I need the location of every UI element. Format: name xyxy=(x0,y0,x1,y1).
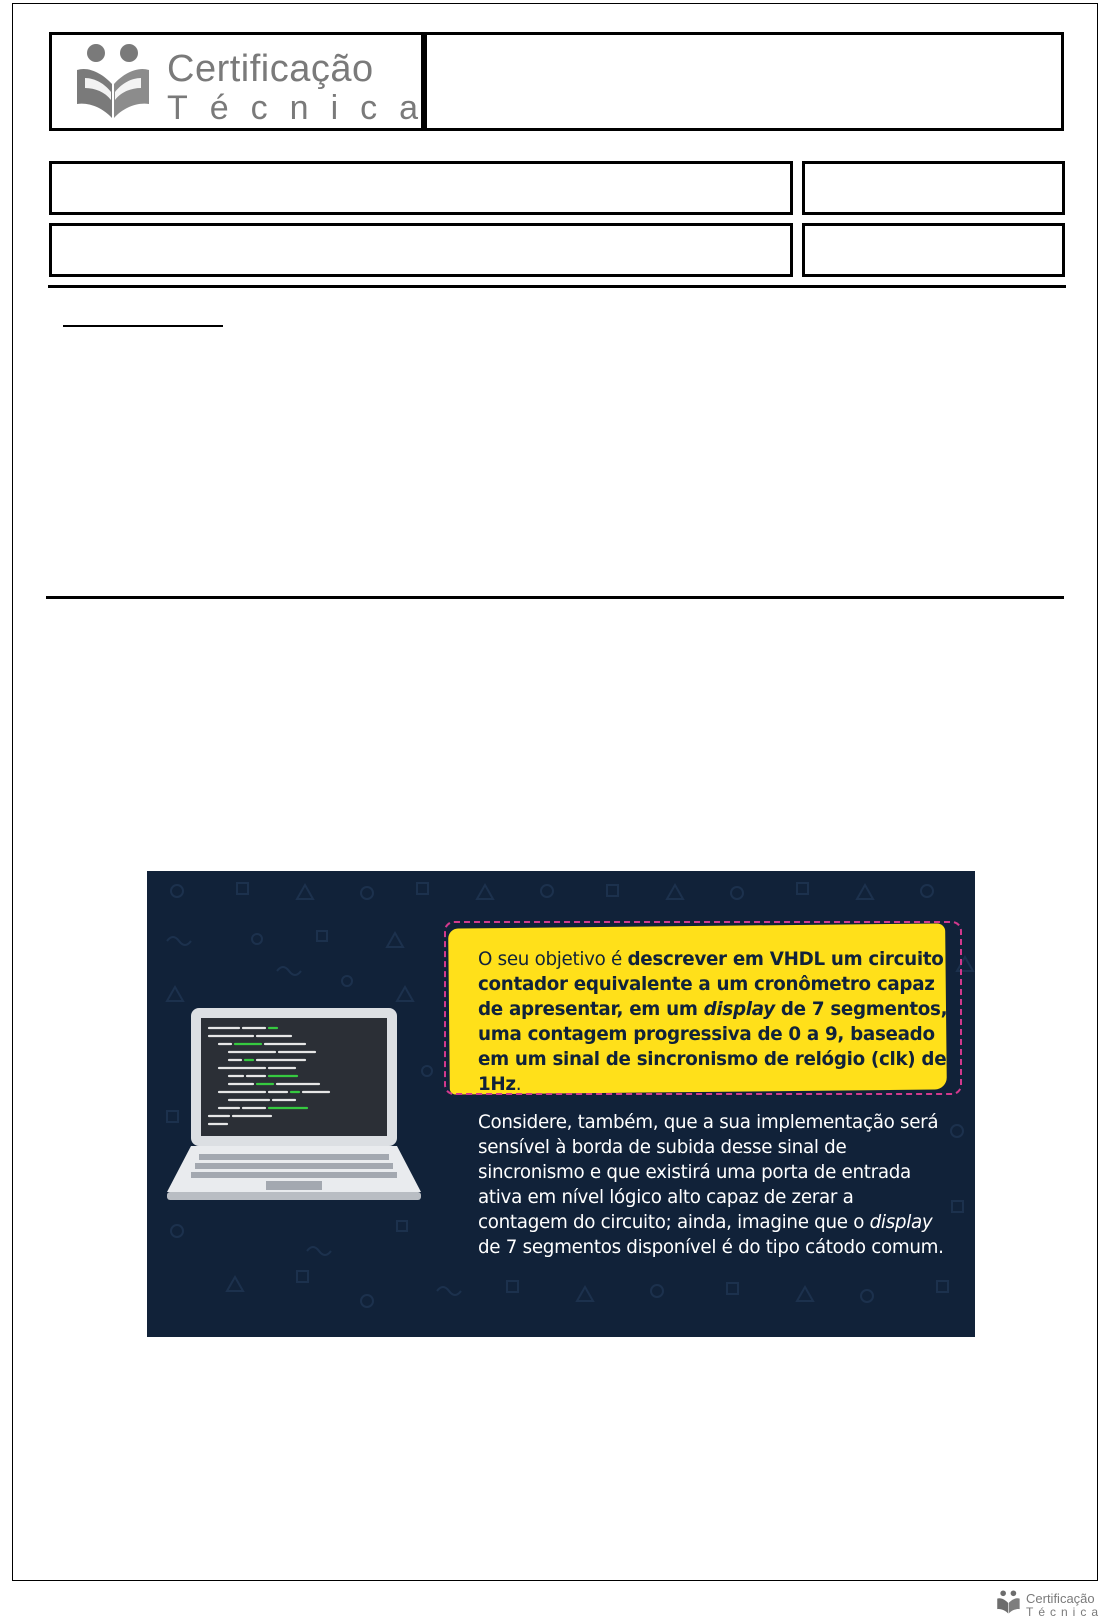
logo-text-line2: Técnica xyxy=(167,89,441,127)
section-divider xyxy=(46,596,1064,599)
objective-text xyxy=(478,947,948,1097)
consider-italic-display: display xyxy=(869,1212,933,1233)
header-field-4 xyxy=(802,223,1065,277)
objective-end: . xyxy=(515,1074,522,1095)
header-field-3 xyxy=(49,223,793,277)
consider-text xyxy=(478,1110,948,1260)
laptop-illustration xyxy=(165,1006,425,1206)
objective-part1: O seu objetivo é xyxy=(478,949,628,970)
logo-text-line1: Certificação xyxy=(167,48,374,90)
footer-logo-icon xyxy=(996,1589,1024,1615)
footer-logo-line1: Certificação xyxy=(1026,1591,1095,1606)
consider-part1: Considere, também, que a sua implementação será sensível à borda de subida desse sinal de sincronismo e que existirá uma porta de entrada ativa em nível lógico alto capaz de zerar a contagem do circuito; ainda, imagine que o xyxy=(478,1112,939,1233)
section-underline xyxy=(63,325,223,327)
title-box xyxy=(424,32,1064,131)
footer-logo-line2: Técnica xyxy=(1026,1605,1104,1619)
header-divider xyxy=(48,285,1066,288)
logo-people-book-icon xyxy=(73,42,163,120)
header-field-1 xyxy=(49,161,793,215)
objective-italic-display: display xyxy=(703,999,775,1020)
objective-bold1: descrever em VHDL um circuito contador equivalente a um cronômetro capaz de apresentar, em um xyxy=(478,949,944,1020)
illustration-panel xyxy=(147,871,975,1337)
objective-bold2: de 7 segmentos, uma contagem progressiva de 0 a 9, baseado em um sinal de sincronismo de relógio (clk) de 1Hz xyxy=(478,999,948,1095)
header-field-2 xyxy=(802,161,1065,215)
consider-part2: de 7 segmentos disponível é do tipo cátodo comum. xyxy=(478,1237,944,1258)
